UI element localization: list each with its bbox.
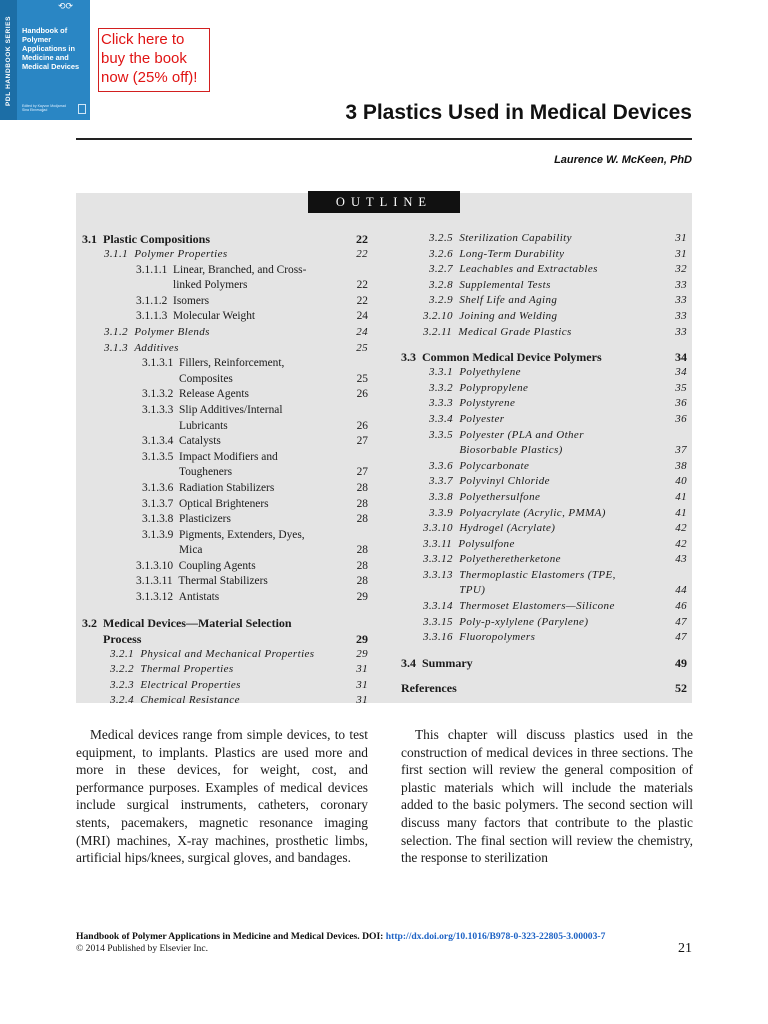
outline-entry-label: Isomers	[173, 294, 210, 307]
footer-copyright: © 2014 Published by Elsevier Inc.	[76, 943, 208, 955]
outline-entry-label: Sterilization Capability	[459, 232, 572, 244]
outline-entry-number: 3.2.3	[110, 678, 134, 691]
outline-entry[interactable]	[82, 693, 368, 709]
outline-entry-page: 29	[356, 647, 368, 660]
outline-entry-label: References	[401, 680, 457, 695]
outline-entry[interactable]	[82, 247, 368, 263]
outline-entry[interactable]	[401, 630, 687, 646]
outline-entry-label: Fluoropolymers	[459, 631, 536, 644]
outline-entry-label: Joining and Welding	[459, 309, 558, 322]
outline-entry-label: Shelf Life and Aging	[459, 294, 558, 307]
outline-spacer	[82, 606, 368, 615]
outline-entry-number: 3.2.7	[429, 263, 453, 276]
outline-entry-page: 33	[675, 325, 687, 338]
outline-entry[interactable]	[401, 396, 687, 412]
outline-entry[interactable]	[82, 341, 368, 357]
outline-entry-page: 28	[356, 497, 368, 510]
outline-entry-label: Thermal Properties	[140, 663, 234, 676]
outline-entry-number: 3.2.8	[429, 278, 453, 291]
outline-entry-page: 26	[356, 388, 368, 401]
cover-editors: Edited by Kayvon Modjarrad Sina Ebnesajjad	[22, 104, 66, 112]
outline-entry-label: Plasticizers	[179, 513, 231, 526]
outline-entry[interactable]	[82, 528, 368, 559]
outline-entry-label: Polyester (PLA and Other Biosorbable Plastics)	[459, 428, 584, 457]
outline-entry[interactable]	[82, 662, 368, 678]
outline-entry-number: 3.1.3.4	[142, 435, 174, 448]
footer-doi-label: DOI:	[362, 931, 384, 942]
chapter-author: Laurence W. McKeen, PhD	[554, 154, 692, 166]
outline-entry-page: 36	[675, 397, 687, 410]
publisher-logo-icon: ⟲⟳	[58, 2, 74, 12]
outline-spacer	[401, 340, 687, 349]
outline-entry-label: Summary	[422, 655, 473, 670]
outline-entry-page: 41	[675, 490, 687, 503]
outline-entry[interactable]	[82, 309, 368, 325]
outline-entry[interactable]	[82, 481, 368, 497]
outline-entry[interactable]	[82, 559, 368, 575]
outline-entry[interactable]	[401, 428, 687, 459]
page-footer	[76, 931, 605, 956]
outline-entry-number: 3.3.6	[429, 459, 453, 472]
outline-entry[interactable]	[82, 615, 368, 647]
outline-entry-number: 3.1.1.3	[136, 310, 168, 323]
outline-entry-label: Plastic Compositions	[103, 232, 211, 246]
outline-entry-label: Polycarbonate	[459, 459, 530, 472]
outline-entry-page: 49	[675, 655, 687, 670]
outline-entry-label: Electrical Properties	[140, 678, 241, 691]
outline-entry-page: 26	[356, 419, 368, 432]
outline-entry-page: 28	[356, 544, 368, 557]
outline-entry[interactable]	[401, 262, 687, 278]
outline-entry[interactable]	[401, 365, 687, 381]
outline-entry-number: 3.1.3.9	[142, 528, 174, 541]
outline-entry-label: Polyacrylate (Acrylic, PMMA)	[459, 506, 606, 519]
outline-entry[interactable]	[82, 263, 368, 294]
outline-entry-number: 3.1.3.12	[136, 591, 174, 604]
outline-entry-page: 24	[356, 310, 368, 323]
outline-entry-label: Slip Additives/Internal Lubricants	[179, 403, 283, 432]
outline-entry-page: 27	[356, 466, 368, 479]
outline-entry-number: 3.3.15	[423, 615, 453, 628]
outline-entry-number: 3.2.4	[110, 694, 134, 707]
outline-entry[interactable]	[82, 403, 368, 434]
outline-entry[interactable]	[82, 325, 368, 341]
outline-entry-page: 52	[675, 680, 687, 695]
outline-entry-label: Medical Grade Plastics	[458, 325, 572, 338]
outline-entry[interactable]	[401, 325, 687, 341]
outline-entry[interactable]	[82, 387, 368, 403]
outline-left-column	[82, 231, 368, 709]
outline-entry-page: 42	[675, 537, 687, 550]
outline-entry[interactable]	[82, 512, 368, 528]
outline-entry-page: 28	[356, 575, 368, 588]
outline-entry[interactable]	[401, 459, 687, 475]
outline-entry-number: 3.3.14	[423, 600, 453, 613]
outline-entry[interactable]	[401, 655, 687, 671]
outline-entry-page: 33	[675, 294, 687, 307]
outline-entry-number: 3.2	[82, 615, 97, 630]
outline-entry[interactable]	[401, 521, 687, 537]
outline-entry-page: 42	[675, 522, 687, 535]
outline-entry-label: Thermal Stabilizers	[178, 575, 268, 588]
body-column-right	[401, 726, 693, 867]
outline-entry-label: Chemical Resistance	[140, 694, 240, 707]
outline-entry-label: Polyethylene	[459, 366, 521, 379]
outline-entry-page: 37	[675, 444, 687, 457]
outline-entry-page: 31	[356, 694, 368, 707]
outline-right-column	[401, 231, 687, 696]
outline-entry[interactable]	[401, 490, 687, 506]
outline-entry-number: 3.1	[82, 232, 97, 246]
outline-entry-label: Catalysts	[179, 435, 221, 448]
outline-entry-number: 3.1.3.1	[142, 357, 174, 370]
outline-entry-number: 3.2.10	[423, 309, 453, 322]
outline-entry-number: 3.2.1	[110, 647, 134, 660]
outline-entry-page: 22	[356, 248, 368, 260]
outline-entry-label: Linear, Branched, and Cross-linked Polymers	[173, 263, 307, 292]
outline-entry[interactable]	[82, 294, 368, 310]
outline-entry-page: 47	[675, 615, 687, 628]
outline-entry-page: 33	[675, 309, 687, 322]
footer-book-title: Handbook of Polymer Applications in Medicine and Medical Devices.	[76, 931, 360, 942]
outline-entry[interactable]	[401, 474, 687, 490]
outline-entry-number: 3.1.3	[104, 341, 128, 354]
outline-entry[interactable]	[401, 349, 687, 365]
outline-entry-number: 3.1.1	[104, 248, 128, 260]
outline-entry[interactable]	[82, 434, 368, 450]
outline-entry-page: 29	[356, 591, 368, 604]
outline-entry-label: Pigments, Extenders, Dyes, Mica	[179, 528, 305, 557]
outline-entry[interactable]	[82, 647, 368, 663]
outline-entry-number: 3.3.12	[423, 553, 453, 566]
outline-entry-number: 3.3.1	[429, 366, 453, 379]
outline-entry-number: 3.1.1.1	[136, 263, 168, 276]
outline-entry-page: 22	[356, 294, 368, 307]
outline-entry-label: Thermoplastic Elastomers (TPE, TPU)	[459, 568, 616, 597]
outline-entry-page: 31	[356, 678, 368, 691]
outline-entry-number: 3.2.9	[429, 294, 453, 307]
outline-entry-label: Radiation Stabilizers	[179, 481, 275, 494]
outline-spacer	[401, 671, 687, 680]
outline-entry-page: 43	[675, 553, 687, 566]
outline-entry-number: 3.1.3.11	[136, 575, 173, 588]
outline-entry-label: Medical Devices—Material Selection Process	[103, 615, 292, 646]
outline-entry-number: 3.2.5	[429, 232, 453, 244]
book-cover-image[interactable]	[0, 0, 90, 120]
outline-entry-label: Molecular Weight	[173, 310, 256, 323]
chapter-title: 3 Plastics Used in Medical Devices	[345, 101, 692, 124]
outline-entry-number: 3.1.3.3	[142, 403, 174, 416]
cover-title: Handbook of Polymer Applications in Medicine and Medical Devices	[22, 26, 80, 71]
outline-entry-page: 31	[356, 663, 368, 676]
outline-entry-label: Impact Modifiers and Tougheners	[179, 450, 278, 479]
outline-entry-number: 3.2.2	[110, 663, 134, 676]
outline-entry[interactable]	[401, 552, 687, 568]
outline-entry-number: 3.2.11	[423, 325, 453, 338]
outline-entry-page: 22	[356, 279, 368, 292]
outline-entry-page: 46	[675, 600, 687, 613]
outline-entry-label: Supplemental Tests	[459, 278, 551, 291]
outline-entry[interactable]	[401, 680, 687, 696]
outline-entry-label: Polystyrene	[459, 397, 516, 410]
outline-entry-page: 31	[675, 232, 687, 244]
outline-entry-label: Polyethersulfone	[459, 490, 541, 503]
outline-entry-page: 47	[675, 631, 687, 644]
outline-entry-number: 3.1.3.6	[142, 481, 174, 494]
outline-entry-label: Poly-p-xylylene (Parylene)	[459, 615, 589, 628]
outline-entry-page: 38	[675, 459, 687, 472]
outline-entry-page: 22	[356, 232, 368, 246]
outline-entry-label: Long-Term Durability	[459, 247, 565, 260]
outline-entry[interactable]	[401, 247, 687, 263]
outline-entry-page: 44	[675, 584, 687, 597]
outline-entry[interactable]	[401, 381, 687, 397]
outline-entry-number: 3.3.3	[429, 397, 453, 410]
outline-entry-label: Optical Brighteners	[179, 497, 269, 510]
body-column-left	[76, 726, 368, 867]
page-number: 21	[678, 941, 692, 956]
outline-entry-label: Coupling Agents	[178, 559, 256, 572]
outline-entry-number: 3.1.2	[104, 325, 128, 338]
footer-doi-link[interactable]: http://dx.doi.org/10.1016/B978-0-323-22805-3.00003-7	[385, 931, 606, 942]
outline-entry-label: Polymer Blends	[134, 325, 210, 338]
outline-entry[interactable]	[401, 231, 687, 247]
outline-entry-label: Polyetheretherketone	[459, 553, 561, 566]
outline-entry-page: 28	[356, 559, 368, 572]
outline-entry[interactable]	[401, 309, 687, 325]
outline-entry-number: 3.3.7	[429, 475, 453, 488]
body-paragraph: This chapter will discuss plastics used in the construction of medical devices in three sections. The first section will review the general composition of plastic materials which will include the materials added to the basic polymers. The second section will discuss many factors that contribute to the plastic selection. The final section will review the chemistry, the response to sterilization	[401, 727, 693, 866]
outline-entry-label: Thermoset Elastomers—Silicone	[459, 600, 615, 613]
outline-entry-page: 36	[675, 412, 687, 425]
buy-book-link[interactable]: Click here to buy the book now (25% off)!	[98, 28, 210, 92]
outline-heading: OUTLINE	[308, 191, 460, 213]
outline-entry-number: 3.3.10	[423, 522, 453, 535]
outline-entry-number: 3.3.9	[429, 506, 453, 519]
outline-entry-page: 40	[675, 475, 687, 488]
outline-entry[interactable]	[401, 412, 687, 428]
outline-entry-number: 3.3.4	[429, 412, 453, 425]
outline-entry-number: 3.3.5	[429, 428, 453, 441]
outline-entry-number: 3.1.3.5	[142, 450, 174, 463]
cover-publisher-mark-icon	[78, 104, 86, 114]
outline-entry-label: Antistats	[178, 591, 220, 604]
outline-entry-page: 24	[356, 325, 368, 338]
outline-entry-number: 3.3	[401, 350, 416, 365]
body-paragraph: Medical devices range from simple devices, to test equipment, to implants. Plastics are used more and more in these devices, for weight, cost, and performance purposes. Examples of medical devices include surgical instruments, catheters, coronary stents, pacemakers, magnetic resonance imaging (MRI) machines, X-ray machines, prosthetic limbs, artificial hips/knees, surgical gloves, and bandages.	[76, 727, 368, 866]
outline-entry-number: 3.3.16	[423, 631, 453, 644]
outline-entry-number: 3.1.3.10	[136, 559, 174, 572]
outline-entry[interactable]	[82, 356, 368, 387]
outline-entry-page: 29	[356, 631, 368, 646]
outline-entry[interactable]	[401, 506, 687, 522]
outline-entry-label: Leachables and Extractables	[459, 263, 598, 276]
outline-entry-page: 41	[675, 506, 687, 519]
outline-entry-page: 31	[675, 247, 687, 260]
chapter-outline	[76, 193, 692, 707]
outline-entry[interactable]	[401, 293, 687, 309]
outline-entry-number: 3.1.3.8	[142, 513, 174, 526]
outline-entry-page: 28	[356, 481, 368, 494]
outline-entry-label: Polyvinyl Chloride	[459, 475, 550, 488]
outline-entry-label: Polysulfone	[458, 537, 515, 550]
outline-spacer	[401, 646, 687, 655]
outline-entry[interactable]	[401, 537, 687, 553]
outline-entry-page: 28	[356, 513, 368, 526]
outline-entry-number: 3.1.3.2	[142, 388, 174, 401]
outline-entry-label: Polymer Properties	[134, 248, 228, 260]
outline-entry-page: 34	[675, 366, 687, 379]
outline-entry-label: Fillers, Reinforcement, Composites	[179, 357, 285, 385]
outline-entry-number: 3.2.6	[429, 247, 453, 260]
outline-entry-label: Polypropylene	[459, 381, 529, 394]
outline-entry-number: 3.3.2	[429, 381, 453, 394]
outline-entry-number: 3.4	[401, 655, 416, 670]
outline-entry[interactable]	[82, 450, 368, 481]
outline-entry[interactable]	[401, 599, 687, 615]
outline-entry-page: 34	[675, 350, 687, 365]
outline-entry[interactable]	[82, 678, 368, 694]
outline-entry[interactable]	[82, 231, 368, 247]
outline-entry[interactable]	[82, 497, 368, 513]
outline-entry-number: 3.3.8	[429, 490, 453, 503]
outline-entry-label: Release Agents	[179, 388, 249, 401]
outline-entry-number: 3.1.3.7	[142, 497, 174, 510]
cover-spine-text: PDL HANDBOOK SERIES	[5, 15, 12, 106]
outline-entry-page: 35	[675, 381, 687, 394]
outline-entry[interactable]	[401, 568, 687, 599]
outline-entry-page: 25	[356, 341, 368, 354]
outline-entry-page: 32	[675, 263, 687, 276]
outline-entry-label: Hydrogel (Acrylate)	[459, 522, 556, 535]
outline-entry-label: Additives	[134, 341, 179, 354]
outline-entry-number: 3.3.11	[423, 537, 453, 550]
outline-entry-page: 25	[356, 372, 368, 385]
outline-entry-label: Common Medical Device Polymers	[422, 350, 602, 365]
outline-entry-number: 3.3.13	[423, 568, 453, 581]
outline-entry-number: 3.1.1.2	[136, 294, 168, 307]
outline-entry-page: 33	[675, 278, 687, 291]
title-divider	[76, 138, 692, 140]
outline-entry[interactable]	[82, 590, 368, 606]
outline-entry[interactable]	[401, 615, 687, 631]
outline-entry-label: Physical and Mechanical Properties	[140, 647, 315, 660]
outline-entry[interactable]	[401, 278, 687, 294]
outline-entry-label: Polyester	[459, 412, 505, 425]
outline-entry[interactable]	[82, 574, 368, 590]
outline-entry-page: 27	[356, 435, 368, 448]
